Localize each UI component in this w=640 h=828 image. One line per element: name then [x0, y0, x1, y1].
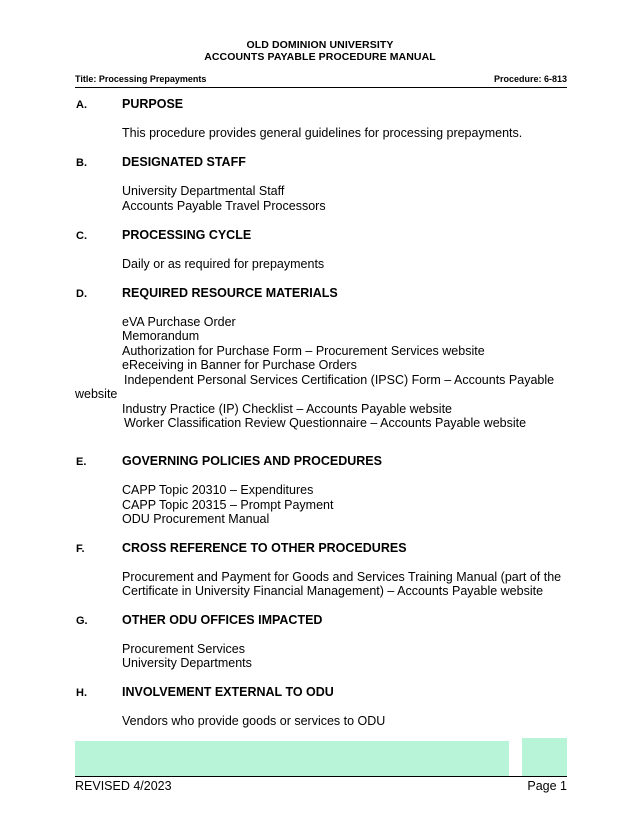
section-e-line: ODU Procurement Manual: [122, 512, 270, 526]
section-d-line: Authorization for Purchase Form – Procurement Services website: [122, 344, 485, 358]
section-e-line: CAPP Topic 20310 – Expenditures: [122, 483, 314, 497]
section-e-title: GOVERNING POLICIES AND PROCEDURES: [122, 454, 382, 468]
section-f-letter: F.: [76, 543, 85, 555]
procedure-number: Procedure: 6-813: [493, 74, 567, 84]
section-d-line: eVA Purchase Order: [122, 315, 236, 329]
section-c-letter: C.: [76, 230, 87, 242]
section-d-title: REQUIRED RESOURCE MATERIALS: [122, 286, 338, 300]
section-d-line: Memorandum: [122, 329, 200, 343]
revised-date: REVISED 4/2023: [75, 779, 172, 793]
section-d-line: eReceiving in Banner for Purchase Orders: [122, 358, 357, 372]
section-a-title: PURPOSE: [122, 97, 184, 111]
page-number: Page 1: [527, 779, 567, 793]
section-d-line-wrap: website: [75, 387, 118, 401]
section-d-line: Worker Classification Review Questionnaire – Accounts Payable website: [124, 416, 527, 430]
section-h-title: INVOLVEMENT EXTERNAL TO ODU: [122, 685, 334, 699]
footer-highlight-small: [522, 738, 567, 776]
footer-highlight: [75, 741, 509, 776]
university-name: OLD DOMINION UNIVERSITY: [246, 39, 394, 51]
section-c-line: Daily or as required for prepayments: [122, 257, 325, 271]
section-g-line: University Departments: [122, 656, 252, 670]
section-f-line: Procurement and Payment for Goods and Services Training Manual (part of the: [122, 570, 562, 584]
title-bar: [75, 73, 567, 88]
section-b-title: DESIGNATED STAFF: [122, 155, 246, 169]
section-g-title: OTHER ODU OFFICES IMPACTED: [122, 613, 323, 627]
section-a-line: This procedure provides general guidelines for processing prepayments.: [122, 126, 523, 140]
section-b-letter: B.: [76, 157, 87, 169]
section-d-letter: D.: [76, 288, 87, 300]
section-f-line: Certificate in University Financial Management) – Accounts Payable website: [122, 584, 544, 598]
section-d-line: Independent Personal Services Certification (IPSC) Form – Accounts Payable: [124, 373, 555, 387]
manual-title: ACCOUNTS PAYABLE PROCEDURE MANUAL: [204, 51, 436, 63]
section-f-title: CROSS REFERENCE TO OTHER PROCEDURES: [122, 541, 407, 555]
section-c-title: PROCESSING CYCLE: [122, 228, 252, 242]
section-e-line: CAPP Topic 20315 – Prompt Payment: [122, 498, 334, 512]
section-a-letter: A.: [76, 99, 87, 111]
section-d-line: Industry Practice (IP) Checklist – Accounts Payable website: [122, 402, 453, 416]
footer-rule: [75, 776, 567, 777]
section-g-letter: G.: [76, 615, 88, 627]
section-g-line: Procurement Services: [122, 642, 245, 656]
procedure-title: Title: Processing Prepayments: [75, 74, 207, 84]
section-h-line: Vendors who provide goods or services to ODU: [122, 714, 386, 728]
section-b-line: University Departmental Staff: [122, 184, 285, 198]
section-h-letter: H.: [76, 687, 87, 699]
section-e-letter: E.: [76, 456, 87, 468]
section-b-line: Accounts Payable Travel Processors: [122, 199, 326, 213]
